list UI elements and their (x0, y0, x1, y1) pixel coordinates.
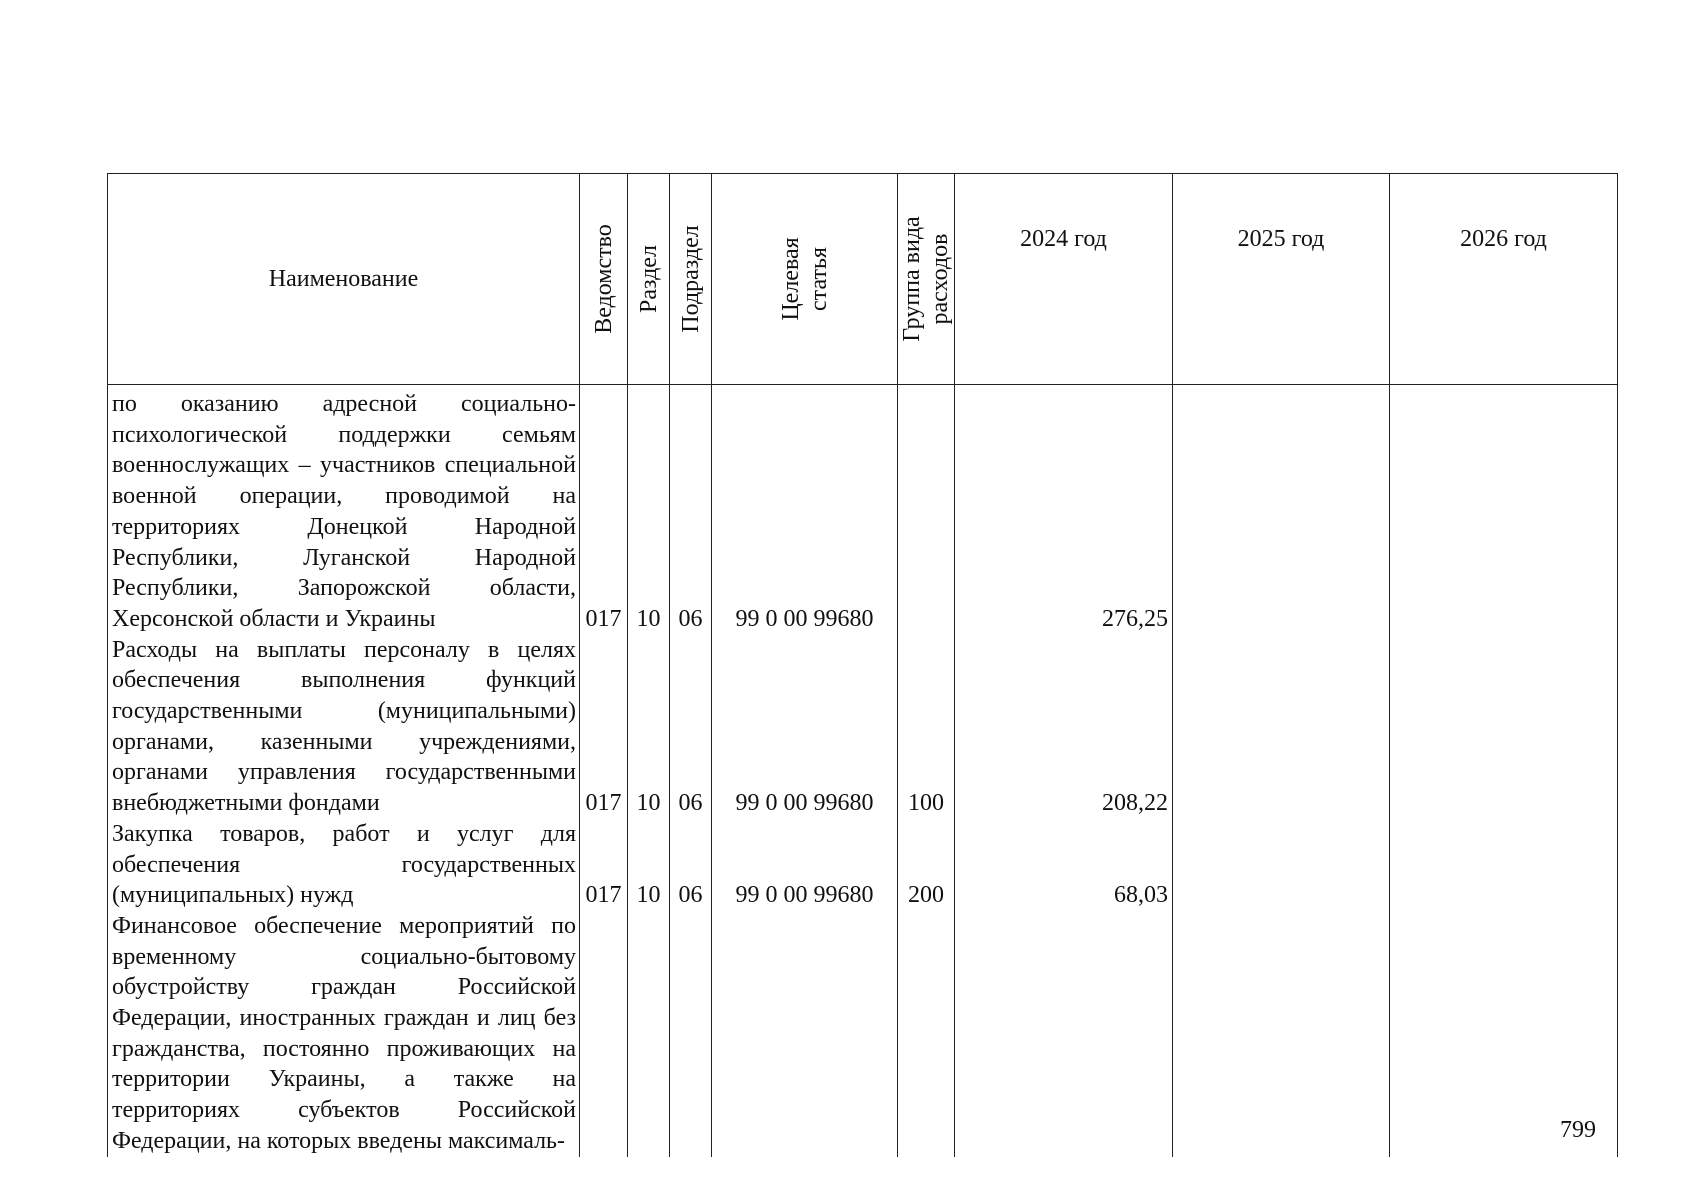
header-name: Наименование (108, 174, 580, 385)
header-expense-line1: Группа вида (899, 216, 925, 342)
row-department: 017 (580, 819, 628, 911)
row-target: 99 0 00 99680 (712, 819, 898, 911)
page-number: 799 (1560, 1117, 1596, 1143)
row-name-text: Финансовое обеспечение мероприятий по временному социально-бытовому обустройству граждан Российской Федерации, иностранных граждан и лиц без гражданства, постоянно проживающих на территории Украины, а также на территориях субъектов Российской Федерации, на которых введены максималь- (112, 912, 576, 1154)
table-header (108, 174, 1618, 385)
table-row (108, 385, 1618, 635)
row-subsection: 06 (670, 819, 712, 911)
row-section: 10 (628, 385, 670, 635)
row-name (108, 635, 580, 819)
row-name-text: Расходы на выплаты персоналу в целях обеспечения выполнения функций государственными (муниципальными) органами, казенными учреждениями, органами управления государственными внебюджетными фондами (112, 636, 576, 817)
row-name (108, 911, 580, 1157)
header-subsection-label: Подраздел (677, 225, 704, 333)
header-department (580, 174, 628, 385)
header-section-label: Раздел (635, 245, 662, 313)
row-department (580, 911, 628, 1157)
row-2024 (955, 911, 1173, 1157)
row-2025 (1173, 911, 1390, 1157)
row-2025 (1173, 385, 1390, 635)
table-row (108, 911, 1618, 1157)
row-subsection (670, 911, 712, 1157)
header-section (628, 174, 670, 385)
row-expense: 200 (898, 819, 955, 911)
row-target (712, 911, 898, 1157)
table-body (108, 385, 1618, 1157)
row-name (108, 819, 580, 911)
row-department: 017 (580, 385, 628, 635)
budget-table (107, 173, 1618, 1157)
header-department-label: Ведомство (590, 224, 617, 334)
row-department: 017 (580, 635, 628, 819)
row-target: 99 0 00 99680 (712, 385, 898, 635)
row-expense (898, 385, 955, 635)
row-subsection: 06 (670, 635, 712, 819)
row-2024: 276,25 (955, 385, 1173, 635)
row-section: 10 (628, 635, 670, 819)
table-row (108, 819, 1618, 911)
header-2024: 2024 год (955, 174, 1173, 385)
row-expense (898, 911, 955, 1157)
row-2026 (1390, 635, 1618, 819)
row-name-text: Закупка товаров, работ и услуг для обеспечения государственных (муниципальных) нужд (112, 820, 576, 909)
header-target-label (777, 237, 833, 320)
row-2025 (1173, 819, 1390, 911)
row-expense: 100 (898, 635, 955, 819)
header-target-article (712, 174, 898, 385)
header-expense-line2: расходов (927, 233, 953, 325)
row-2026 (1390, 819, 1618, 911)
row-2025 (1173, 635, 1390, 819)
header-expense-group (898, 174, 955, 385)
row-name-text: по оказанию адресной социально-психологической поддержки семьям военнослужащих – участников специальной военной операции, проводимой на территориях Донецкой Народной Республики, Луганской Народной Республики, Запорожской области, Херсонской области и Украины (112, 391, 576, 632)
row-target: 99 0 00 99680 (712, 635, 898, 819)
header-expense-label (898, 216, 954, 341)
header-target-line1: Целевая (777, 237, 804, 321)
table-row (108, 635, 1618, 819)
header-2025: 2025 год (1173, 174, 1390, 385)
row-section (628, 911, 670, 1157)
row-name (108, 385, 580, 635)
header-subsection (670, 174, 712, 385)
row-2026 (1390, 385, 1618, 635)
row-2024: 208,22 (955, 635, 1173, 819)
row-subsection: 06 (670, 385, 712, 635)
row-section: 10 (628, 819, 670, 911)
header-target-line2: статья (805, 247, 832, 311)
header-2026: 2026 год (1390, 174, 1618, 385)
row-2024: 68,03 (955, 819, 1173, 911)
